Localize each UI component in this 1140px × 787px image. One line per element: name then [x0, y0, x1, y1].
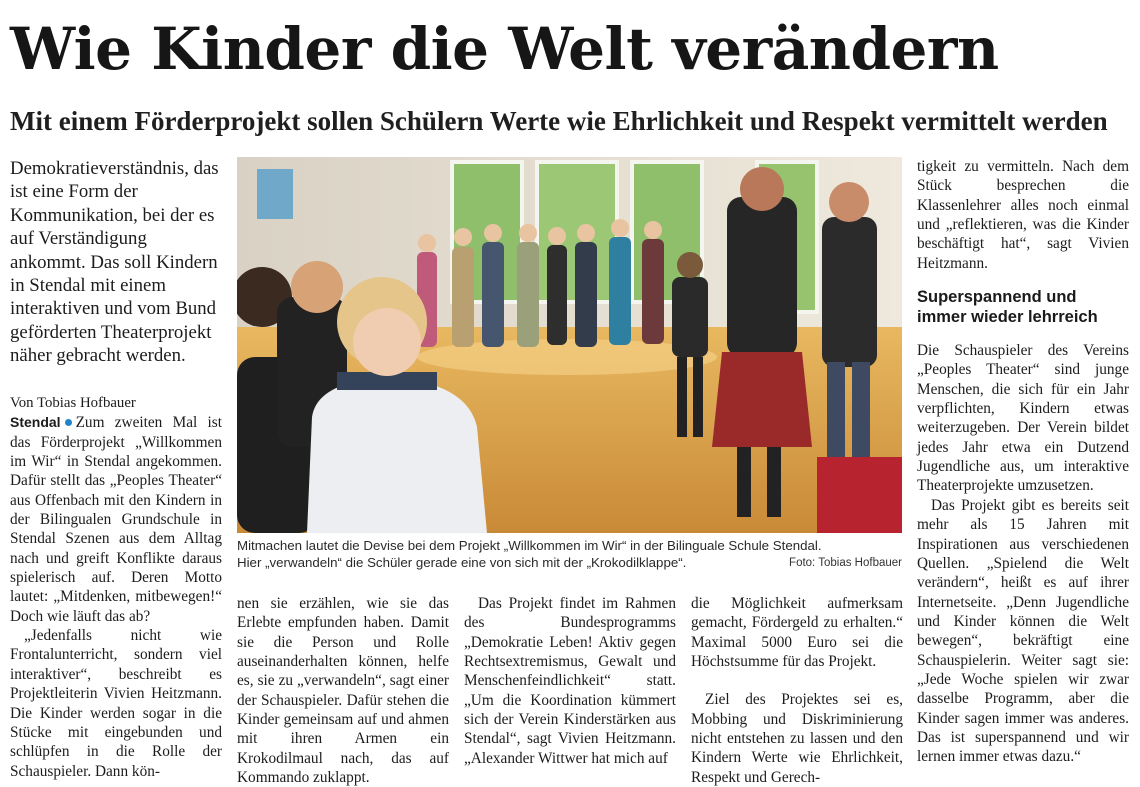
- article-photo: [237, 157, 902, 533]
- classroom-photo-illustration: [237, 157, 902, 533]
- article-subheadline: Mit einem Förderprojekt sollen Schülern Werte wie Ehrlichkeit und Respekt vermittelt werden: [10, 106, 1108, 136]
- text-column-2: [237, 594, 449, 787]
- dateline: Stendal: [10, 414, 61, 431]
- paragraph-3-continued: die Möglichkeit aufmerksam gemacht, Fördergeld zu erhalten.“ Maximal 5000 Euro sei die Höchstsumme für das Projekt.: [691, 595, 903, 671]
- paragraph-5: Die Schauspieler des Vereins „Peoples Theater“ sind junge Menschen, die sich für ein Jahr verpflichten, Kindern etwas weiterzugeben. Der Verein bildet jedes Jahr etwa ein Dutzend Jugendliche aus, um interaktive Theaterprojekte umzusetzen.: [917, 342, 1129, 495]
- text-column-5: [917, 157, 1129, 767]
- paragraph-2-continued: nen sie erzählen, wie sie das Erlebte empfunden haben. Damit sie die Person und Rolle auseinanderhalten können, helfe es, sie zu „verwandeln“, sagt einer der Schauspieler. Dafür stehen die Kinder gemeinsam auf und ahmen mit ihren Armen ein Krokodilmaul nach, das auf Kommando zuklappt.: [237, 595, 449, 787]
- paragraph-3: Das Projekt findet im Rahmen des Bundesprogramms „Demokratie Leben! Aktiv gegen Rechtsextremismus, Gewalt und Menschenfeindlichkeit“ statt. „Um die Koordination kümmert sich der Verein Kinderstärken aus Stendal“, sagt Vivien Heitzmann. „Alexander Wittwer hat mich auf: [464, 595, 676, 767]
- paragraph-2: „Jedenfalls nicht wie Frontalunterricht, sondern viel interaktiver“, beschreibt es Projektleiterin Vivien Heitzmann. Die Kinder werden sogar in die Stücke mit eingebunden und schlüpfen in die Rolle der Schauspieler. Dann kön-: [10, 627, 222, 780]
- photo-credit: Foto: Tobias Hofbauer: [789, 557, 902, 569]
- paragraph-lead: [10, 413, 222, 626]
- text-column-4: [691, 594, 903, 787]
- article-headline: Wie Kinder die Welt verändern: [10, 15, 999, 83]
- photo-caption: [237, 537, 902, 571]
- paragraph-4-continued: tigkeit zu vermitteln. Nach dem Stück besprechen die Klassenlehrer alles noch einmal und „reflektieren, was die Kinder beschäftigt hat“, sagt Vivien Heitzmann.: [917, 158, 1129, 272]
- caption-text: Mitmachen lautet die Devise bei dem Projekt „Willkommen im Wir“ in der Bilinguale Schule Stendal. Hier „verwandeln“ die Schüler gerade eine von sich mit der „Krokodilklappe“.: [237, 538, 822, 570]
- text-column-3: [464, 594, 676, 768]
- byline: Von Tobias Hofbauer: [10, 395, 136, 411]
- crosshead: Superspannend und immer wieder lehrreich: [917, 288, 1098, 327]
- paragraph-6: Das Projekt gibt es bereits seit mehr als 15 Jahren mit Inspirationen aus verschiedenen Quellen. „Spielend die Welt verändern“, heißt es auf ihrer Internetseite. „Denn Jugendliche und Kinder können die Welt bewegen“, bekräftigt eine Schauspielerin. Weiter sagt sie: „Jede Woche spielen wir zwar dasselbe Programm, aber die Kinder sagen immer was anderes. Das ist superspannend und wir lernen immer etwas dazu.“: [917, 496, 1129, 766]
- text-column-1: [10, 394, 222, 781]
- dateline-dot-icon: [65, 419, 72, 426]
- article-intro: Demokratieverständnis, das ist eine Form der Kommunikation, bei der es auf Verständigung ankommt. Das soll Kindern in Stendal mit einem interaktiven und vom Bund geförderten Theaterprojekt näher gebracht werden.: [10, 158, 219, 367]
- paragraph-4: Ziel des Projektes sei es, Mobbing und Diskriminierung nicht entstehen zu lassen und den Kindern Werte wie Ehrlichkeit, Respekt und Gerech-: [691, 691, 903, 786]
- lead-text: Zum zweiten Mal ist das Förderprojekt „Willkommen im Wir“ in Stendal angekommen. Dafür stellt das „Peoples Theater“ aus Offenbach mit den Kindern in der Bilingualen Grundschule in Stendal Szenen aus dem Alltag nach und greift Konflikte daraus spielerisch auf. Deren Motto lautet: „Mitdenken, mitbewegen!“ Doch wie läuft das ab?: [10, 414, 222, 625]
